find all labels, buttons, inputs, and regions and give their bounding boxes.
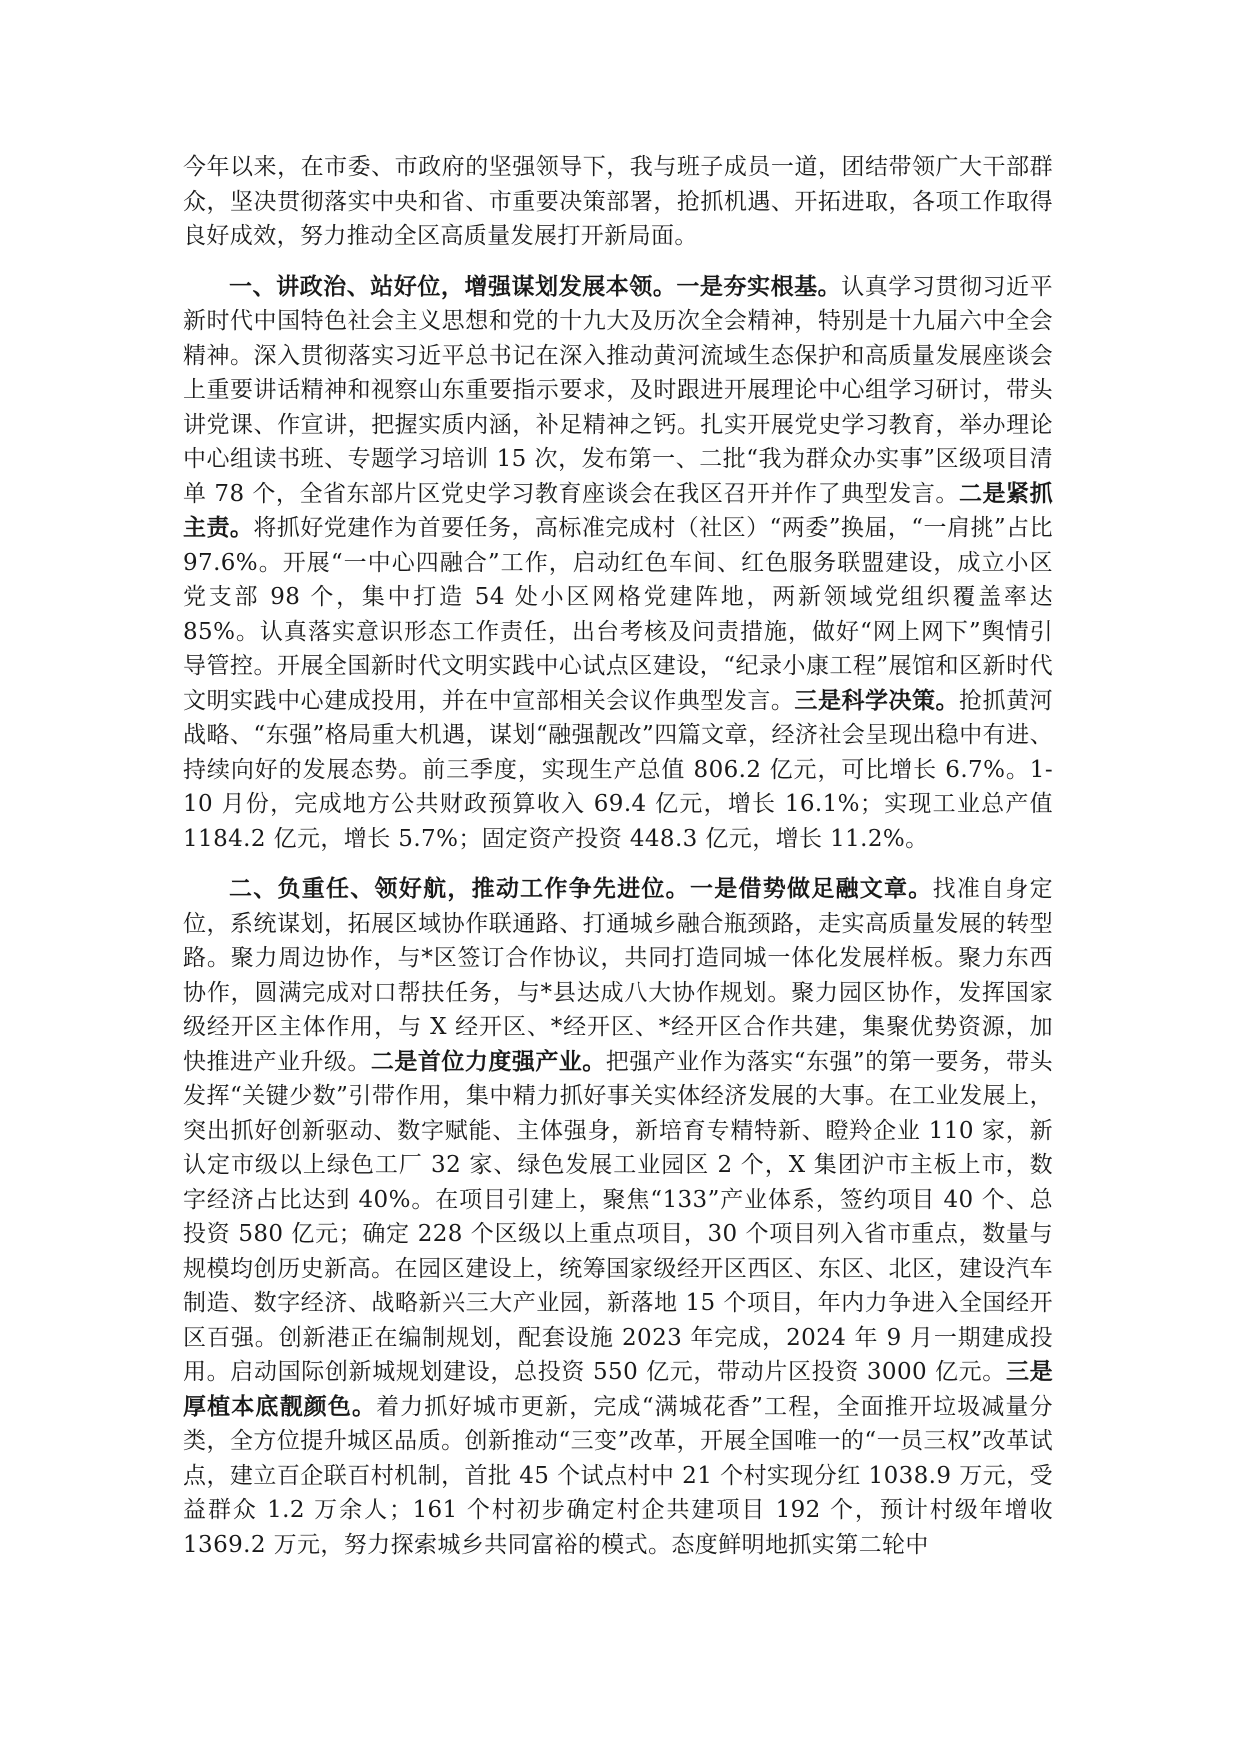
section-1-heading: 一、讲政治、站好位，增强谋划发展本领。 [229,272,677,300]
section-1-point-1-text: 认真学习贯彻习近平新时代中国特色社会主义思想和党的十九大及历次全会精神，特别是十九届六中全会精神。深入贯彻落实习近平总书记在深入推动黄河流域生态保护和高质量发展座谈会上重要讲话精神和视察山东重要指示要求，及时跟进开展理论中心组学习研讨，带头讲党课、作宣讲，把握实质内涵，补足精神之钙。扎实开展党史学习教育，举办理论中心组读书班、专题学习培训 15 次，发布第一、二批“我为群众办实事”区级项目清单 78 个，全省东部片区党史学习教育座谈会在我区召开并作了典型发言。 [183,273,1053,507]
section-1-point-2-text: 将抓好党建作为首要任务，高标准完成村（社区）“两委”换届，“一肩挑”占比 97.6%。开展“一中心四融合”工作，启动红色车间、红色服务联盟建设，成立小区党支部 98 个，集中打造 54 处小区网格党建阵地，两新领域党组织覆盖率达 85%。认真落实意识形态工作责任，出台考核及问责措施，做好“网上网下”舆情引导管控。开展全国新时代文明实践中心试点区建设，“纪录小康工程”展馆和区新时代文明实践中心建成投用，并在中宣部相关会议作典型发言。 [183,515,1053,714]
section-2-heading: 二、负重任、领好航，推动工作争先进位。 [229,875,690,902]
section-1-point-3-text: 抢抓黄河战略、“东强”格局重大机遇，谋划“融强靓改”四篇文章，经济社会呈现出稳中有进、持续向好的发展态势。前三季度，实现生产总值 806.2 亿元，可比增长 6.7%。1-10 月份，完成地方公共财政预算收入 69.4 亿元，增长 16.1%；实现工业总产值 1184.2 亿元，增长 5.7%；固定资产投资 448.3 亿元，增长 11.2%。 [183,687,1053,852]
section-1-point-3-title: 三是科学决策。 [794,686,960,714]
intro-text: 今年以来，在市委、市政府的坚强领导下，我与班子成员一道，团结带领广大干部群众，坚决贯彻落实中央和省、市重要决策部署，抢抓机遇、开拓进取，各项工作取得良好成效，努力推动全区高质量发展打开新局面。 [183,154,1053,249]
section-2-point-3-text: 着力抓好城市更新，完成“满城花香”工程，全面推开垃圾减量分类，全方位提升城区品质。创新推动“三变”改革，开展全国唯一的“一员三权”改革试点，建立百企联百村机制，首批 45 个试点村中 21 个村实现分红 1038.9 万元，受益群众 1.2 万余人；161 个村初步确定村企共建项目 192 个，预计村级年增收 1369.2 万元，努力探索城乡共同富裕的模式。态度鲜明地抓实第二轮中 [183,1393,1054,1558]
section-2-point-1-text: 找准自身定位，系统谋划，拓展区域协作联通路、打通城乡融合瓶颈路，走实高质量发展的转型路。聚力周边协作，与*区签订合作协议，共同打造同城一体化发展样板。聚力东西协作，圆满完成对口帮扶任务，与*县达成八大协作规划。聚力园区协作，发挥国家级经开区主体作用，与 X 经开区、*经开区、*经开区合作共建，集聚优势资源，加快推进产业升级。 [183,876,1054,1075]
section-1-paragraph [183,270,1053,857]
document-page [183,150,1053,1578]
section-1-point-2-title: 二是紧抓主责。 [183,479,1053,541]
section-1-point-1-title: 一是夯实根基。 [676,272,842,300]
section-2-point-2-title: 二是首位力度强产业。 [370,1047,606,1075]
section-2-paragraph [183,872,1053,1562]
section-2-point-3-title: 三是厚植本底靓颜色。 [183,1358,1053,1420]
section-2-point-2-text: 把强产业作为落实“东强”的第一要务，带头发挥“关键少数”引带作用，集中精力抓好事关实体经济发展的大事。在工业发展上，突出抓好创新驱动、数字赋能、主体强身，新培育专精特新、瞪羚企业 110 家，新认定市级以上绿色工厂 32 家、绿色发展工业园区 2 个，X 集团沪市主板上市，数字经济占比达到 40%。在项目引建上，聚焦“133”产业体系，签约项目 40 个、总投资 580 亿元；确定 228 个区级以上重点项目，30 个项目列入省市重点，数量与规模均创历史新高。在园区建设上，统筹国家级经开区西区、东区、北区，建设汽车制造、数字经济、战略新兴三大产业园，新落地 15 个项目，年内力争进入全国经开区百强。创新港正在编制规划，配套设施 2023 年完成，2024 年 9 月一期建成投用。启动国际创新城规划建设，总投资 550 亿元，带动片区投资 3000 亿元。 [183,1048,1053,1385]
intro-paragraph [183,150,1053,254]
section-2-point-1-title: 一是借势做足融文章。 [689,875,933,902]
